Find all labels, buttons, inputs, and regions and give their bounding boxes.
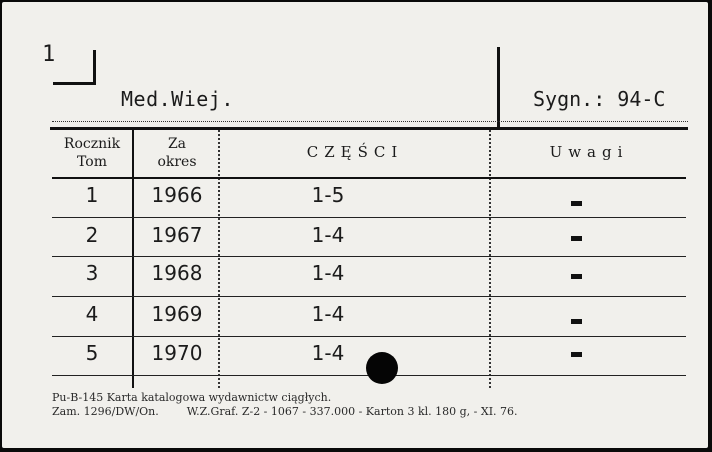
header-za-line1: Za (167, 136, 187, 152)
footer-line-2: Zam. 1296/DW/On. W.Z.Graf. Z-2 - 1067 - 337.000 - Karton 3 kl. 180 g, - XI. 76. (52, 405, 518, 418)
header-rocznik (52, 135, 132, 171)
column-divider-3 (489, 130, 491, 388)
row1-uwagi-dash (571, 201, 582, 206)
card-title: Med.Wiej. (121, 87, 234, 111)
row1-year: 1966 (151, 183, 203, 207)
signature-code: Sygn.: 94-C (533, 87, 666, 111)
corner-mark-vertical (93, 50, 96, 84)
row2-uwagi-dash (571, 236, 582, 241)
header-za-okres (136, 135, 218, 171)
row3-tom: 3 (85, 261, 99, 285)
row-rule (52, 256, 686, 257)
row5-year: 1970 (151, 341, 203, 365)
header-rocznik-line1: Rocznik (63, 136, 121, 152)
row5-tom: 5 (85, 341, 99, 365)
punch-hole (366, 352, 398, 384)
footer-line-1: Pu-B-145 Karta katalogowa wydawnictw ciągłych. (52, 391, 332, 404)
row1-tom: 1 (85, 183, 99, 207)
row4-tom: 4 (85, 302, 99, 326)
dotted-rule (52, 121, 688, 122)
row5-uwagi-dash (571, 352, 582, 357)
catalog-card (2, 2, 708, 448)
corner-mark-horizontal (53, 82, 96, 85)
header-za-line2: okres (157, 154, 197, 170)
row5-czesci: 1-4 (311, 341, 345, 365)
row2-year: 1967 (151, 223, 203, 247)
row4-czesci: 1-4 (311, 302, 345, 326)
table-top-rule (50, 127, 688, 130)
header-bottom-rule (52, 177, 686, 179)
row-rule (52, 296, 686, 297)
row2-czesci: 1-4 (311, 223, 345, 247)
row-rule (52, 217, 686, 218)
row2-tom: 2 (85, 223, 99, 247)
row-rule (52, 336, 686, 337)
row4-uwagi-dash (571, 319, 582, 324)
row4-year: 1969 (151, 302, 203, 326)
header-czesci: CZĘŚCI (306, 143, 404, 161)
row3-year: 1968 (151, 261, 203, 285)
header-uwagi: Uwagi (549, 143, 629, 161)
row3-uwagi-dash (571, 274, 582, 279)
column-divider-1 (132, 130, 134, 388)
row3-czesci: 1-4 (311, 261, 345, 285)
header-separator (497, 47, 500, 127)
row1-czesci: 1-5 (311, 183, 345, 207)
header-rocznik-line2: Tom (77, 154, 107, 170)
card-number: 1 (42, 42, 56, 67)
